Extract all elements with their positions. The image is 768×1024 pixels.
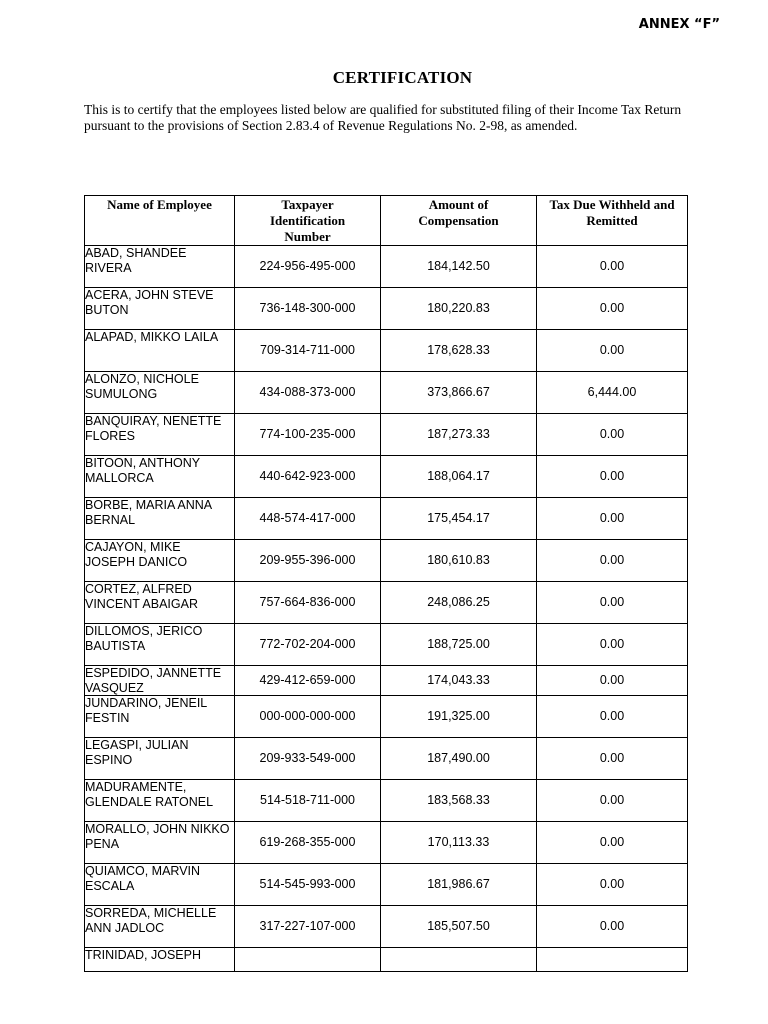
table-row xyxy=(85,456,688,498)
tin-cell: 514-545-993-000 xyxy=(235,864,381,906)
table-row xyxy=(85,738,688,780)
compensation-cell: 187,273.33 xyxy=(381,414,537,456)
tax-withheld-cell: 6,444.00 xyxy=(537,372,688,414)
compensation-cell: 248,086.25 xyxy=(381,582,537,624)
compensation-cell: 178,628.33 xyxy=(381,330,537,372)
employee-name-cell: JUNDARINO, JENEIL FESTIN xyxy=(85,696,235,738)
tin-cell: 224-956-495-000 xyxy=(235,246,381,288)
tax-withheld-cell: 0.00 xyxy=(537,624,688,666)
compensation-cell: 188,064.17 xyxy=(381,456,537,498)
compensation-cell: 191,325.00 xyxy=(381,696,537,738)
compensation-cell: 187,490.00 xyxy=(381,738,537,780)
tin-cell: 514-518-711-000 xyxy=(235,780,381,822)
tax-withheld-cell: 0.00 xyxy=(537,288,688,330)
employee-name-cell: DILLOMOS, JERICO BAUTISTA xyxy=(85,624,235,666)
table-row xyxy=(85,288,688,330)
tin-cell: 709-314-711-000 xyxy=(235,330,381,372)
table-row xyxy=(85,246,688,288)
employee-name-cell: LEGASPI, JULIAN ESPINO xyxy=(85,738,235,780)
table-header-row xyxy=(85,196,688,246)
tin-cell xyxy=(235,948,381,972)
tin-cell: 434-088-373-000 xyxy=(235,372,381,414)
employee-name-cell: SORREDA, MICHELLE ANN JADLOC xyxy=(85,906,235,948)
compensation-cell: 174,043.33 xyxy=(381,666,537,696)
employee-name-cell: ABAD, SHANDEE RIVERA xyxy=(85,246,235,288)
table-row xyxy=(85,906,688,948)
table-row xyxy=(85,498,688,540)
table-row xyxy=(85,696,688,738)
tin-cell: 209-955-396-000 xyxy=(235,540,381,582)
compensation-cell: 183,568.33 xyxy=(381,780,537,822)
compensation-cell: 170,113.33 xyxy=(381,822,537,864)
employee-name-cell: MADURAMENTE, GLENDALE RATONEL xyxy=(85,780,235,822)
table-row xyxy=(85,822,688,864)
table-row xyxy=(85,540,688,582)
table-row xyxy=(85,582,688,624)
tax-withheld-cell: 0.00 xyxy=(537,540,688,582)
table-row xyxy=(85,330,688,372)
employee-name-cell: TRINIDAD, JOSEPH xyxy=(85,948,235,972)
compensation-cell: 180,610.83 xyxy=(381,540,537,582)
tin-cell: 317-227-107-000 xyxy=(235,906,381,948)
compensation-cell: 184,142.50 xyxy=(381,246,537,288)
tax-withheld-cell: 0.00 xyxy=(537,780,688,822)
tax-withheld-cell: 0.00 xyxy=(537,906,688,948)
employee-name-cell: BITOON, ANTHONY MALLORCA xyxy=(85,456,235,498)
tin-cell: 774-100-235-000 xyxy=(235,414,381,456)
tin-cell: 757-664-836-000 xyxy=(235,582,381,624)
tax-withheld-cell: 0.00 xyxy=(537,582,688,624)
table-row xyxy=(85,414,688,456)
employee-table xyxy=(84,195,688,972)
compensation-cell: 180,220.83 xyxy=(381,288,537,330)
page-title: CERTIFICATION xyxy=(332,68,473,87)
tin-cell: 772-702-204-000 xyxy=(235,624,381,666)
table-row xyxy=(85,624,688,666)
employee-name-cell: ALONZO, NICHOLE SUMULONG xyxy=(85,372,235,414)
tin-cell: 736-148-300-000 xyxy=(235,288,381,330)
tax-withheld-cell: 0.00 xyxy=(537,738,688,780)
tin-cell: 209-933-549-000 xyxy=(235,738,381,780)
tax-withheld-cell: 0.00 xyxy=(537,696,688,738)
intro-paragraph: This is to certify that the employees listed below are qualified for substituted filing of their Income Tax Return pursuant to the provisions of Section 2.83.4 of Revenue Regulations No. 2-98, as amended. xyxy=(84,102,682,133)
employee-name-cell: ALAPAD, MIKKO LAILA xyxy=(85,330,235,372)
compensation-cell xyxy=(381,948,537,972)
tin-cell: 448-574-417-000 xyxy=(235,498,381,540)
annex-label: ANNEX “F” xyxy=(638,17,720,32)
tax-withheld-cell xyxy=(537,948,688,972)
tin-cell: 619-268-355-000 xyxy=(235,822,381,864)
table-row xyxy=(85,372,688,414)
employee-name-cell: CORTEZ, ALFRED VINCENT ABAIGAR xyxy=(85,582,235,624)
compensation-cell: 181,986.67 xyxy=(381,864,537,906)
tax-withheld-cell: 0.00 xyxy=(537,456,688,498)
employee-name-cell: ESPEDIDO, JANNETTE VASQUEZ xyxy=(85,666,235,696)
compensation-cell: 185,507.50 xyxy=(381,906,537,948)
table-row xyxy=(85,780,688,822)
header-tax: Tax Due Withheld and Remitted xyxy=(537,196,688,246)
table-row xyxy=(85,948,688,972)
employee-name-cell: BORBE, MARIA ANNA BERNAL xyxy=(85,498,235,540)
tin-cell: 000-000-000-000 xyxy=(235,696,381,738)
compensation-cell: 373,866.67 xyxy=(381,372,537,414)
header-name: Name of Employee xyxy=(85,196,235,246)
employee-name-cell: BANQUIRAY, NENETTE FLORES xyxy=(85,414,235,456)
tax-withheld-cell: 0.00 xyxy=(537,498,688,540)
employee-name-cell: QUIAMCO, MARVIN ESCALA xyxy=(85,864,235,906)
employee-name-cell: ACERA, JOHN STEVE BUTON xyxy=(85,288,235,330)
tax-withheld-cell: 0.00 xyxy=(537,330,688,372)
table-row xyxy=(85,666,688,696)
tax-withheld-cell: 0.00 xyxy=(537,822,688,864)
tax-withheld-cell: 0.00 xyxy=(537,666,688,696)
compensation-cell: 175,454.17 xyxy=(381,498,537,540)
compensation-cell: 188,725.00 xyxy=(381,624,537,666)
header-compensation: Amount of Compensation xyxy=(381,196,537,246)
tax-withheld-cell: 0.00 xyxy=(537,864,688,906)
header-tin: Taxpayer Identification Number xyxy=(235,196,381,246)
tax-withheld-cell: 0.00 xyxy=(537,414,688,456)
tax-withheld-cell: 0.00 xyxy=(537,246,688,288)
tin-cell: 440-642-923-000 xyxy=(235,456,381,498)
tin-cell: 429-412-659-000 xyxy=(235,666,381,696)
employee-name-cell: CAJAYON, MIKE JOSEPH DANICO xyxy=(85,540,235,582)
employee-name-cell: MORALLO, JOHN NIKKO PENA xyxy=(85,822,235,864)
table-row xyxy=(85,864,688,906)
